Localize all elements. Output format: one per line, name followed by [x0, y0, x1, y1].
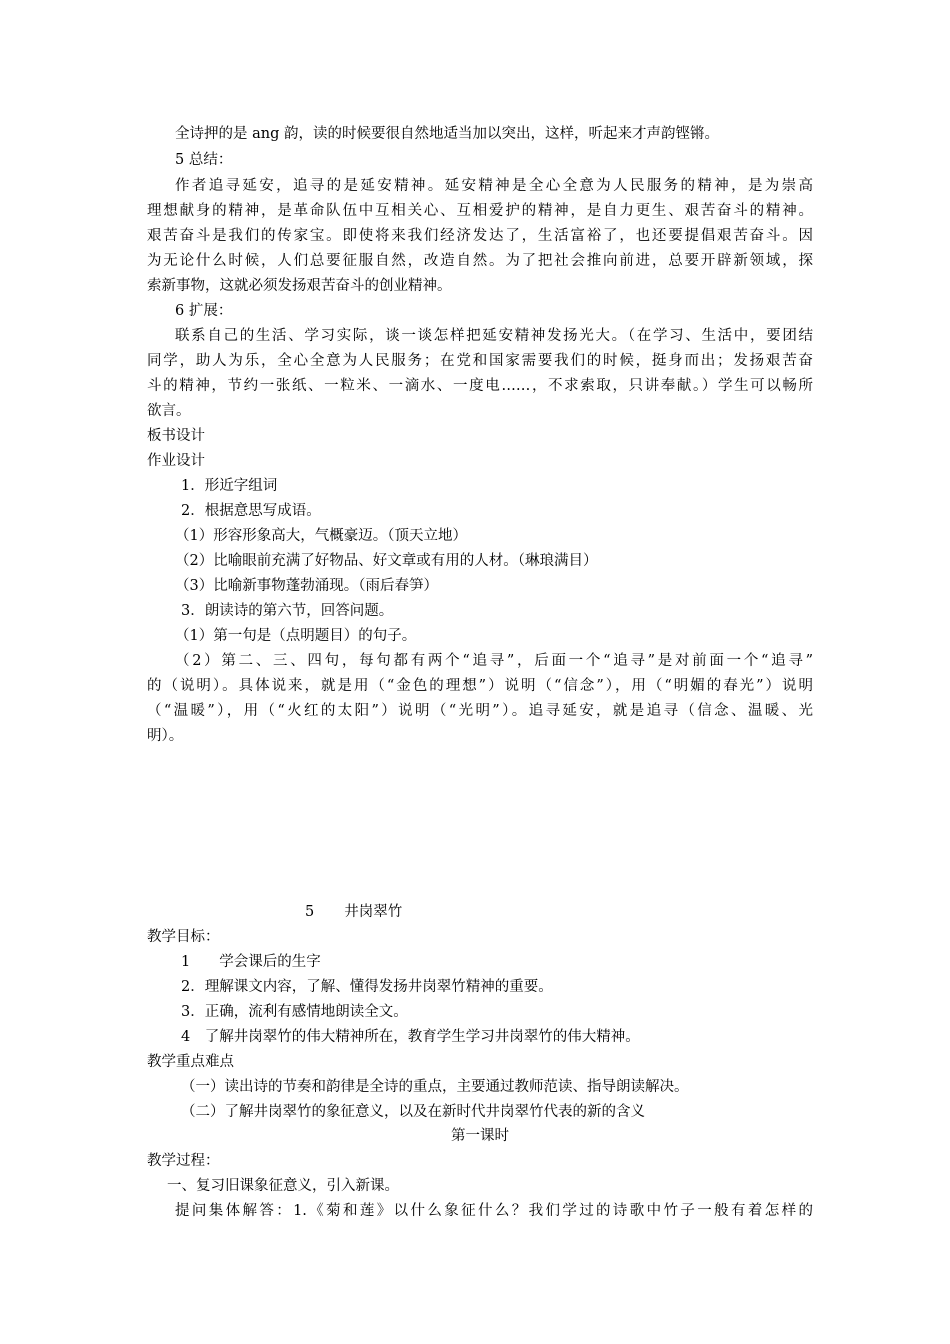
paragraph-line: 欲言。 [147, 403, 191, 419]
list-item: （一）读出诗的节奏和韵律是全诗的重点，主要通过教师范读、指导朗读解决。 [181, 1079, 689, 1095]
paragraph-line: 明）。 [147, 728, 184, 744]
lesson-number: 5 [305, 904, 315, 920]
lesson-period-heading: 第一课时 [451, 1128, 509, 1144]
section-heading: 教学目标： [147, 929, 220, 945]
list-item: 3．朗读诗的第六节，回答问题。 [181, 603, 394, 619]
list-item: （1）第一句是（点明题目）的句子。 [175, 628, 417, 644]
paragraph-line: （2）第二、三、四句，每句都有两个“追寻”，后面一个“追寻”是对前面一个“追寻” [175, 653, 813, 669]
lesson-title [305, 900, 505, 925]
list-item: 1 学会课后的生字 [181, 954, 321, 970]
paragraph-line: 作者追寻延安，追寻的是延安精神。延安精神是全心全意为人民服务的精神，是为崇高 [175, 178, 813, 194]
paragraph-line: 斗的精神，节约一张纸、一粒米、一滴水、一度电……，不求索取，只讲奉献。）学生可以畅所 [147, 378, 813, 394]
paragraph-line: 全诗押的是 ang 韵，读的时候要很自然地适当加以突出，这样，听起来才声韵铿锵。 [175, 126, 719, 142]
paragraph-line: 艰苦奋斗是我们的传家宝。即使将来我们经济发达了，生活富裕了，也还要提倡艰苦奋斗。因 [147, 228, 813, 244]
paragraph-line: 理想献身的精神，是革命队伍中互相关心、互相爱护的精神，是自力更生、艰苦奋斗的精神。 [147, 203, 813, 219]
paragraph-line: 为无论什么时候，人们总要征服自然，改造自然。为了把社会推向前进，总要开辟新领域，探 [147, 253, 813, 269]
paragraph-line: 联系自己的生活、学习实际，谈一谈怎样把延安精神发扬光大。（在学习、生活中，要团结 [175, 328, 813, 344]
section-heading: 作业设计 [147, 453, 205, 469]
section-heading: 6 扩展： [175, 303, 233, 319]
list-item: （3）比喻新事物蓬勃涌现。（雨后春笋） [175, 578, 438, 594]
list-item: （1）形容形象高大，气概豪迈。（顶天立地） [175, 528, 467, 544]
section-heading: 板书设计 [147, 428, 205, 444]
paragraph-line: 提问集体解答：1.《菊和莲》以什么象征什么？我们学过的诗歌中竹子一般有着怎样的 [175, 1203, 813, 1219]
step-heading: 一、复习旧课象征意义，引入新课。 [167, 1178, 399, 1194]
list-item: 2．理解课文内容，了解、懂得发扬井岗翠竹精神的重要。 [181, 979, 553, 995]
paragraph-line: 索新事物，这就必须发扬艰苦奋斗的创业精神。 [147, 278, 452, 294]
list-item: （2）比喻眼前充满了好物品、好文章或有用的人材。（琳琅满目） [175, 553, 598, 569]
section-heading: 教学重点难点 [147, 1054, 234, 1070]
lesson-name: 井岗翠竹 [344, 904, 403, 920]
paragraph-line: 同学，助人为乐，全心全意为人民服务；在党和国家需要我们的时候，挺身而出；发扬艰苦奋 [147, 353, 813, 369]
section-heading: 教学过程： [147, 1153, 220, 1169]
paragraph-line: （“温暖”），用（“火红的太阳”）说明（“光明”）。追寻延安，就是追寻（信念、温暖、光 [147, 703, 813, 719]
paragraph-line: 的（说明）。具体说来，就是用（“金色的理想”）说明（“信念”），用（“明媚的春光”）说明 [147, 678, 813, 694]
section-heading: 5 总结： [175, 152, 233, 168]
list-item: 2．根据意思写成语。 [181, 503, 321, 519]
list-item: 4 了解井岗翠竹的伟大精神所在，教育学生学习井岗翠竹的伟大精神。 [181, 1029, 640, 1045]
list-item: 1．形近字组词 [181, 478, 278, 494]
list-item: （二）了解井岗翠竹的象征意义，以及在新时代井岗翠竹代表的新的含义 [181, 1104, 645, 1120]
list-item: 3．正确，流利有感情地朗读全文。 [181, 1004, 408, 1020]
